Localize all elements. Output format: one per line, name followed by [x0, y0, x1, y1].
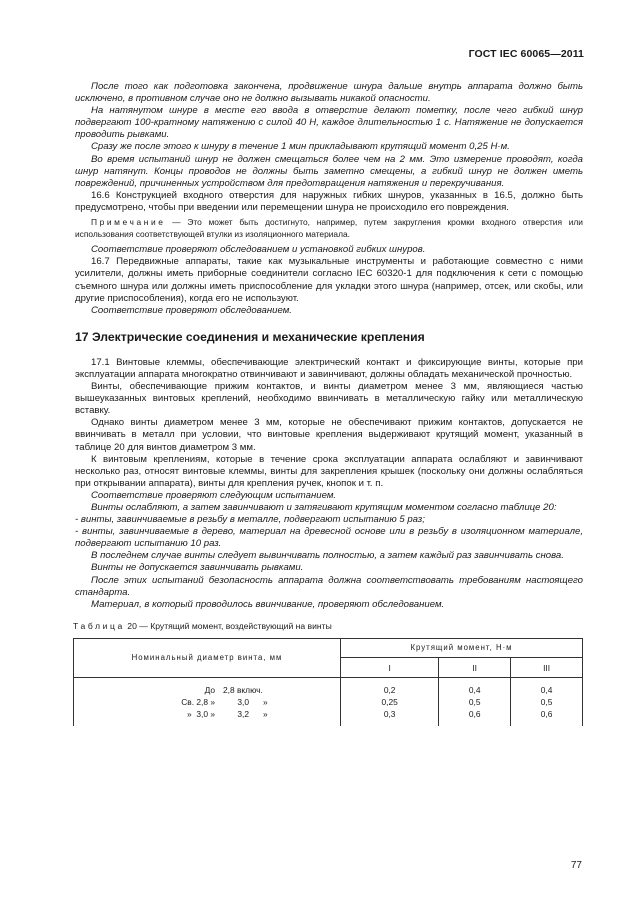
note-paragraph: [75, 217, 583, 240]
col-torque-header: Крутящий момент, Н·м: [341, 638, 583, 658]
paragraph: - винты, завинчиваемые в дерево, материал на древесной основе или в резьбу в изоляционном материале, подвергают испытанию 10 раз.: [75, 526, 583, 550]
diameter-from: Св. 2,8 »: [181, 696, 215, 707]
subheader-ii: II: [439, 658, 511, 678]
torque-value: 0,25: [381, 696, 398, 707]
torque-col-i: [341, 677, 439, 726]
diameter-rows: [74, 684, 340, 720]
table-row: [74, 684, 340, 696]
torque-value: 0,3: [383, 708, 396, 719]
col-diameter-header: Номинальный диаметр винта, мм: [74, 638, 341, 677]
paragraph: Винты не допускается завинчивать рывками.: [91, 562, 304, 574]
subheader-iii: III: [511, 658, 583, 678]
torque-col-iii: [511, 677, 583, 726]
table-caption-label: Таблица: [73, 620, 125, 631]
torque-value: 0,4: [540, 684, 553, 695]
paragraph: Винты ослабляют, а затем завинчивают и затягивают крутящим моментом согласно таблице 20:: [91, 502, 557, 513]
diameter-value: 2,8 включ.: [223, 684, 263, 695]
torque-table: [73, 638, 583, 726]
torque-value: 0,5: [468, 696, 481, 707]
paragraph: Во время испытаний шнур не должен смещаться более чем на 2 мм. Это измерение проводят, когда шнур натянут. Концы проводов не должны быть заметно смещены, а гибкий шнур не должен иметь повреждений, причиненных устройством для предотвращения натяжения и перекручивания.: [75, 153, 583, 189]
torque-value: 0,5: [540, 696, 553, 707]
paragraph: Сразу же после этого к шнуру в течение 1 мин прикладывают крутящий момент 0,25 Н·м.: [91, 141, 510, 153]
paragraph: После того как подготовка закончена, продвижение шнура дальше внутрь аппарата должно быть исключено, в противном случае оно не должно вызывать никакой опасности.: [75, 81, 583, 105]
paragraph: После этих испытаний безопасность аппарата должна соответствовать требованиям настоящего стандарта.: [75, 574, 583, 598]
table-caption: [73, 620, 583, 632]
torque-value: 0,6: [540, 708, 553, 719]
section-title: 17 Электрические соединения и механические крепления: [75, 329, 425, 344]
paragraph: К винтовым креплениям, которые в течение срока эксплуатации аппарата ослабляют и завинчивают несколько раз, относят винтовые клеммы, винты для закрепления крышек (поскольку они должны ослабляться при открывании аппарата), винты для крепления ручек, кнопок и т. п.: [75, 453, 583, 489]
diameter-from: » 3,0 »: [187, 708, 215, 719]
torque-col-ii: [439, 677, 511, 726]
table-row: [74, 708, 340, 720]
middle-paragraphs: [75, 244, 583, 317]
paragraph: Соответствие проверяют обследованием.: [91, 304, 292, 316]
paragraph: 16.6 Конструкцией входного отверстия для наружных гибких шнуров, указанных в 16.5, должно быть предусмотрено, чтобы при введении или перемещении шнура не происходило его повреждения.: [75, 189, 583, 213]
torque-value: 0,4: [468, 684, 481, 695]
table-caption-text: 20 — Крутящий момент, воздействующий на винты: [124, 620, 332, 631]
paragraph: На натянутом шнуре в месте его ввода в отверстие делают пометку, после чего гибкий шнур подвергают 100-кратному натяжению с силой 40 Н, каждое длительностью 1 с. Натяжение не допускается проводить рывками.: [75, 105, 583, 141]
subheader-i: I: [341, 658, 439, 678]
paragraph: Винты, обеспечивающие прижим контактов, и винты диаметром менее 3 мм, являющиеся частью вышеуказанных винтовых креплений, необходимо ввинчивать в металлическую гайку или металлическую вставку.: [75, 381, 583, 417]
note-label: Примечание: [91, 217, 166, 228]
paragraph: В последнем случае винты следует вывинчивать полностью, а затем каждый раз завинчивать снова.: [91, 550, 564, 562]
paragraph: Однако винты диаметром менее 3 мм, которые не обеспечивают прижим контактов, допускается не ввинчивать в металл при условии, что винтовые крепления выдерживают крутящий момент, указанный в таблице 20 для винтов диаметром 3 мм.: [75, 417, 583, 453]
paragraph: Соответствие проверяют обследованием и установкой гибких шнуров.: [91, 244, 426, 256]
torque-value: 0,2: [383, 684, 396, 695]
paragraph: Соответствие проверяют следующим испытанием.: [91, 489, 337, 501]
table-row: [74, 696, 340, 708]
page-content: [75, 81, 583, 726]
diameter-cell: [74, 677, 341, 726]
diameter-ditto: »: [263, 696, 268, 707]
note-text: — Это может быть достигнуто, например, путем закругления кромки входного отверстия или использования соответствующей втулки из изоляционного материала.: [75, 217, 583, 239]
paragraph: 17.1 Винтовые клеммы, обеспечивающие электрический контакт и фиксирующие винты, которые при эксплуатации аппарата многократно отвинчивают и завинчивают, должны обладать механической прочностью.: [75, 356, 583, 380]
paragraph: 16.7 Передвижные аппараты, такие как музыкальные инструменты и работающие совместно с ними усилители, должны иметь приборные соединители согласно IEC 60320-1 для подключения к сети с помощью съемного шнура или должны иметь приспособление для укладки этого шнура (например, отсек, или скобы, или другие приспособления), когда его не используют.: [75, 256, 583, 304]
diameter-ditto: [263, 684, 277, 696]
standard-header: ГОСТ IEC 60065—2011: [468, 48, 584, 60]
paragraph: Материал, в который проводилось ввинчивание, проверяют обследованием.: [91, 598, 445, 610]
torque-value: 0,6: [468, 708, 481, 719]
diameter-value: 3,2: [237, 708, 249, 719]
bottom-paragraphs: [75, 357, 583, 611]
page-number: 77: [570, 860, 582, 871]
diameter-ditto: »: [263, 708, 268, 719]
diameter-from: До: [204, 684, 215, 695]
diameter-value: 3,0: [237, 696, 249, 707]
paragraph: - винты, завинчиваемые в резьбу в металле, подвергают испытанию 5 раз;: [75, 514, 425, 526]
top-paragraphs: [75, 81, 583, 214]
